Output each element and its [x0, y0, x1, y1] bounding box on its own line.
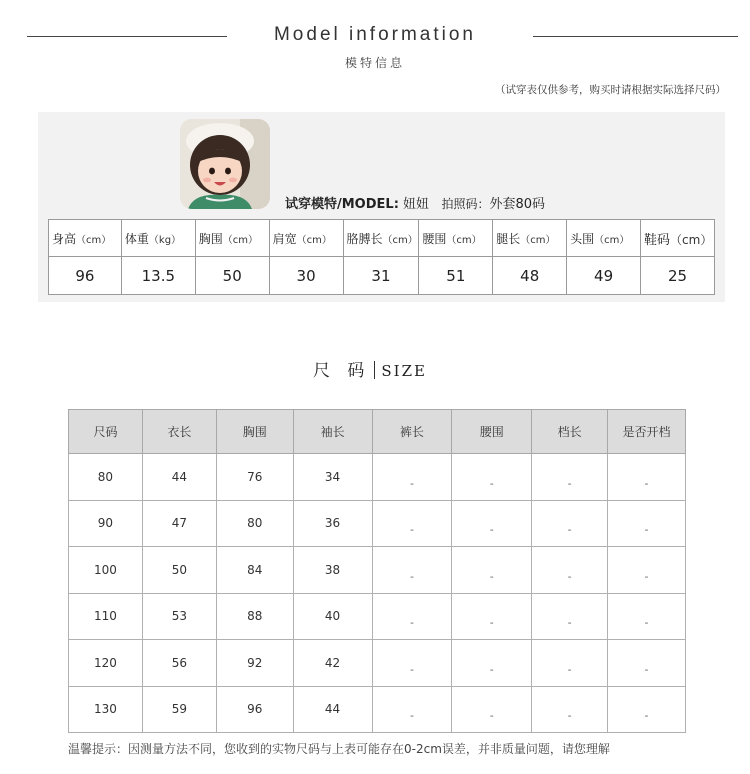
size-cell: - [608, 593, 686, 640]
size-cell: - [608, 686, 686, 733]
model-measurement-table [48, 219, 715, 295]
header-title: Model information [273, 24, 477, 45]
table-row [69, 454, 686, 501]
photo-size-label: 拍照码： [441, 197, 490, 211]
header-subtitle: 模特信息 [344, 56, 405, 70]
model-value: 48 [493, 257, 567, 295]
size-cell: - [452, 547, 532, 594]
size-col-header: 尺码 [69, 410, 143, 454]
model-value: 49 [567, 257, 641, 295]
model-col-header: 体重（kg） [121, 220, 195, 257]
model-value: 51 [419, 257, 493, 295]
size-cell: 36 [293, 500, 372, 547]
model-value: 30 [269, 257, 343, 295]
size-cell: 80 [216, 500, 293, 547]
model-name: 妞妞 [403, 197, 430, 212]
size-cell: 38 [293, 547, 372, 594]
model-col-header: 肩宽（cm） [269, 220, 343, 257]
size-cell: 50 [142, 547, 216, 594]
size-table-header-row [69, 410, 686, 454]
model-col-header: 头围（cm） [567, 220, 641, 257]
size-cell: - [372, 500, 452, 547]
size-cell: - [532, 454, 608, 501]
size-cell: - [452, 640, 532, 687]
size-col-header: 是否开档 [608, 410, 686, 454]
size-cell: - [452, 500, 532, 547]
size-cell: - [532, 547, 608, 594]
model-photo [180, 119, 270, 209]
size-col-header: 衣长 [142, 410, 216, 454]
size-cell: 100 [69, 547, 143, 594]
size-cell: - [532, 686, 608, 733]
size-cell: 59 [142, 686, 216, 733]
header-note: （试穿表仅供参考，购买时请根据实际选择尺码） [495, 84, 726, 96]
model-caption [285, 193, 545, 212]
size-title-en: SIZE [381, 362, 427, 380]
model-value: 13.5 [121, 257, 195, 295]
size-cell: - [532, 500, 608, 547]
size-cell: - [608, 547, 686, 594]
size-cell: - [452, 686, 532, 733]
size-cell: 80 [69, 454, 143, 501]
table-row [69, 547, 686, 594]
size-cell: - [532, 640, 608, 687]
size-col-header: 腰围 [452, 410, 532, 454]
model-col-header: 胳膊长（cm） [343, 220, 419, 257]
model-table-header-row [49, 220, 715, 257]
footer-note: 温馨提示：因测量方法不同，您收到的实物尺码与上表可能存在0-2cm误差，并非质量问题，请您理解 [68, 742, 610, 756]
model-value: 31 [343, 257, 419, 295]
size-cell: - [608, 640, 686, 687]
size-cell: 56 [142, 640, 216, 687]
model-value: 50 [195, 257, 269, 295]
size-col-header: 裤长 [372, 410, 452, 454]
size-title-cn: 尺 码 [313, 361, 371, 381]
size-cell: 42 [293, 640, 372, 687]
size-cell: 120 [69, 640, 143, 687]
size-cell: - [372, 640, 452, 687]
size-cell: 40 [293, 593, 372, 640]
size-cell: 96 [216, 686, 293, 733]
size-cell: - [452, 593, 532, 640]
table-row [69, 500, 686, 547]
size-cell: - [372, 593, 452, 640]
size-cell: - [372, 547, 452, 594]
size-cell: 110 [69, 593, 143, 640]
size-col-header: 胸围 [216, 410, 293, 454]
size-cell: 76 [216, 454, 293, 501]
size-cell: 44 [142, 454, 216, 501]
model-value: 96 [49, 257, 122, 295]
model-col-header: 鞋码（cm） [641, 220, 715, 257]
size-cell: 130 [69, 686, 143, 733]
size-cell: - [608, 500, 686, 547]
model-value: 25 [641, 257, 715, 295]
size-cell: 47 [142, 500, 216, 547]
size-cell: - [372, 454, 452, 501]
size-cell: 44 [293, 686, 372, 733]
title-divider [374, 361, 375, 379]
model-col-header: 身高（cm） [49, 220, 122, 257]
size-cell: - [608, 454, 686, 501]
size-cell: - [372, 686, 452, 733]
model-col-header: 腰围（cm） [419, 220, 493, 257]
model-col-header: 腿长（cm） [493, 220, 567, 257]
size-cell: 34 [293, 454, 372, 501]
size-cell: 88 [216, 593, 293, 640]
table-row [69, 686, 686, 733]
size-section-title [313, 356, 427, 381]
photo-size-value: 外套80码 [489, 197, 546, 212]
model-table-value-row [49, 257, 715, 295]
size-col-header: 袖长 [293, 410, 372, 454]
size-cell: 84 [216, 547, 293, 594]
model-label: 试穿模特/MODEL: [285, 197, 399, 212]
model-col-header: 胸围（cm） [195, 220, 269, 257]
size-cell: - [532, 593, 608, 640]
size-cell: 53 [142, 593, 216, 640]
model-panel [38, 112, 725, 302]
size-col-header: 档长 [532, 410, 608, 454]
size-chart-table [68, 409, 686, 733]
table-row [69, 640, 686, 687]
size-cell: - [452, 454, 532, 501]
size-cell: 90 [69, 500, 143, 547]
table-row [69, 593, 686, 640]
size-cell: 92 [216, 640, 293, 687]
